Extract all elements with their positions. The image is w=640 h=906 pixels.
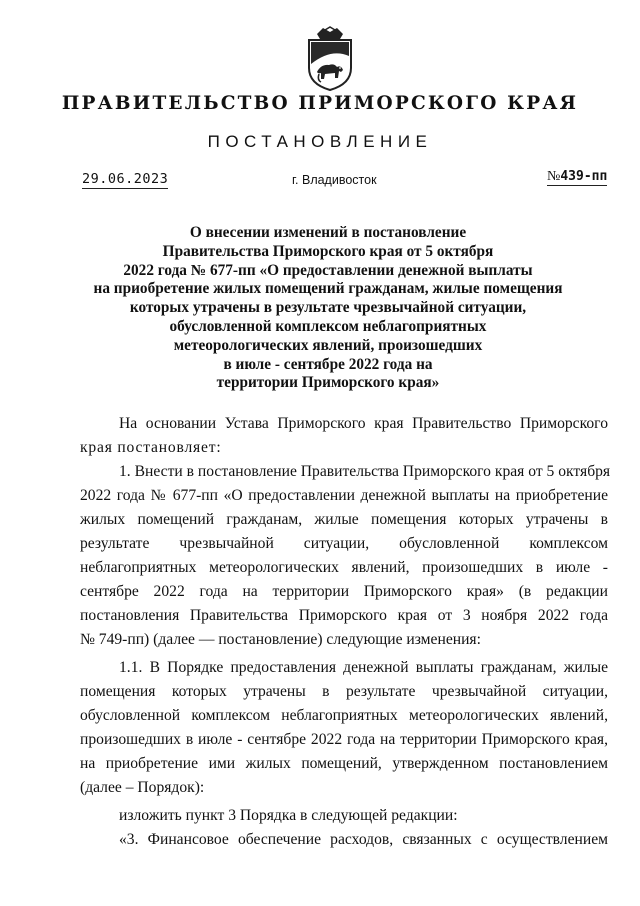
body-line: края постановляет: xyxy=(80,439,222,456)
body-line: на приобретение ими жилых помещений, утвержденном постановлением xyxy=(80,755,608,772)
document-type: ПОСТАНОВЛЕНИЕ xyxy=(207,132,433,151)
subject-line: на приобретение жилых помещений гражданам, жилые помещения xyxy=(93,280,563,298)
subject-line: метеорологических явлений, произошедших xyxy=(173,336,483,354)
primorsky-krai-coat-of-arms-icon xyxy=(303,26,357,92)
body-line: 1. Внести в постановление Правительства Приморского края от 5 октября xyxy=(119,463,611,480)
body-line: изложить пункт 3 Порядка в следующей редакции: xyxy=(119,807,458,824)
body-line: На основании Устава Приморского края Правительство Приморского xyxy=(119,415,608,432)
subject-line: О внесении изменений в постановление xyxy=(189,224,467,241)
subject-line: которых утрачены в результате чрезвычайной ситуации, xyxy=(129,299,527,317)
subject-line: в июле - сентябре 2022 года на xyxy=(223,355,433,373)
government-title: ПРАВИТЕЛЬСТВО ПРИМОРСКОГО КРАЯ xyxy=(61,93,579,114)
document-number xyxy=(547,169,607,186)
body-line: жилых помещений гражданам, жилые помещения которых утрачены в xyxy=(80,511,608,528)
number-prefix: № xyxy=(547,169,561,184)
number-value: 439-пп xyxy=(560,169,608,184)
document-city: г. Владивосток xyxy=(292,173,377,187)
body-line: помещения которых утрачены в результате чрезвычайной ситуации, xyxy=(80,683,608,700)
document-subject xyxy=(90,224,566,393)
body-line: обусловленной комплексом неблагоприятных метеорологических явлений, xyxy=(80,707,608,724)
body-line: результате чрезвычайной ситуации, обусловленной комплексом xyxy=(80,535,608,552)
subject-line: Правительства Приморского края от 5 октября xyxy=(162,242,494,260)
document-date: 29.06.2023 xyxy=(82,171,169,187)
body-line: сентябре 2022 года на территории Приморского края» (в редакции xyxy=(80,583,608,600)
body-line: (далее – Порядок): xyxy=(80,779,205,796)
subject-line: обусловленной комплексом неблагоприятных xyxy=(169,317,487,335)
body-line: неблагоприятных метеорологических явлений, произошедших в июле - xyxy=(80,559,608,576)
subject-line: территории Приморского края» xyxy=(216,374,440,392)
body-line: «3. Финансовое обеспечение расходов, связанных с осуществлением xyxy=(119,831,608,848)
body-line: № 749-пп) (далее — постановление) следующие изменения: xyxy=(80,631,481,648)
body-line: постановления Правительства Приморского края от 3 ноября 2022 года xyxy=(80,607,608,624)
body-line: произошедших в июле - сентябре 2022 года на территории Приморского края, xyxy=(80,731,608,748)
subject-line: 2022 года № 677-пп «О предоставлении денежной выплаты xyxy=(123,261,533,279)
body-line: 1.1. В Порядке предоставления денежной выплаты гражданам, жилые xyxy=(119,659,608,676)
body-line: 2022 года № 677-пп «О предоставлении денежной выплаты на приобретение xyxy=(80,487,608,504)
